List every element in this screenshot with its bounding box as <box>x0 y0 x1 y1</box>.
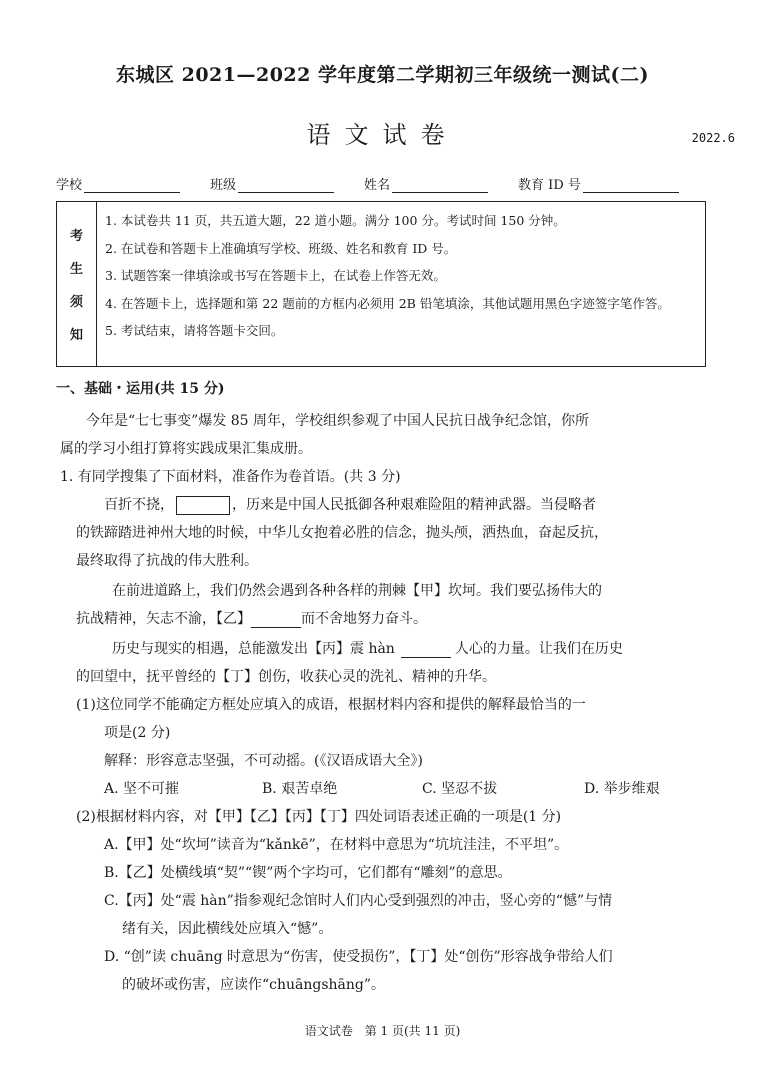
material-3-line-2: 的回望中，抚平曾经的【丁】创伤，收获心灵的洗礼、精神的升华。 <box>76 669 496 685</box>
exam-date: 2022.6 <box>691 131 735 145</box>
option-2-a[interactable]: A.【甲】处“坎坷”读音为“kǎnkē”，在材料中意思为“坑坑洼洼，不平坦”。 <box>104 837 569 853</box>
edu-id-field[interactable]: 教育 ID 号 <box>518 174 679 193</box>
subject-title: 语文试卷 <box>306 121 459 149</box>
material-3-line-1: 历史与现实的相遇，总能激发出【丙】震 hàn 人心的力量。让我们在历史 <box>112 641 623 657</box>
material-2-line-2: 抗战精神，矢志不渝，【乙】 而不舍地努力奋斗。 <box>76 611 427 627</box>
instructions-list <box>105 207 697 345</box>
section-heading: 一、基础・运用(共 15 分) <box>56 381 225 397</box>
class-field[interactable]: 班级 <box>210 174 334 193</box>
option-d[interactable]: D. 举步维艰 <box>584 781 660 797</box>
exam-title: 东城区 2021—2022 学年度第二学期初三年级统一测试(二) <box>116 64 649 86</box>
instruction-item: 2. 在试卷和答题卡上准确填写学校、班级、姓名和教育 ID 号。 <box>105 240 457 256</box>
intro-line-2: 属的学习小组打算将实践成果汇集成册。 <box>60 441 312 457</box>
option-2-d-cont: 的破坏或伤害，应读作“chuāngshāng”。 <box>122 977 386 993</box>
name-field[interactable]: 姓名 <box>364 174 488 193</box>
page-footer: 语文试卷 第 1 页(共 11 页) <box>304 1024 461 1038</box>
material-1-line-3: 最终取得了抗战的伟大胜利。 <box>76 553 258 569</box>
instruction-item: 1. 本试卷共 11 页，共五道大题，22 道小题。满分 100 分。考试时间 150 分钟。 <box>105 213 566 228</box>
sub-question-1-cont: 项是(2 分) <box>104 725 171 741</box>
student-info-row <box>56 174 708 193</box>
exam-instructions-box <box>56 201 706 367</box>
option-a[interactable]: A. 坚不可摧 <box>104 781 180 797</box>
yi-blank[interactable] <box>251 612 301 628</box>
instructions-label: 考 生 须 知 <box>57 202 97 366</box>
instruction-item: 5. 考试结束，请将答题卡交回。 <box>105 323 284 338</box>
instruction-item: 4. 在答题卡上，选择题和第 22 题前的方框内必须用 2B 铅笔填涂，其他试题用黑色字迹签字笔作答。 <box>105 295 670 311</box>
material-2-line-1: 在前进道路上，我们仍然会遇到各种各样的荆棘【甲】坎坷。我们要弘扬伟大的 <box>112 583 602 599</box>
material-1-line-1: 百折不挠， ，历来是中国人民抵御各种艰难险阻的精神武器。当侵略者 <box>104 497 596 513</box>
instruction-item: 3. 试题答案一律填涂或书写在答题卡上，在试卷上作答无效。 <box>105 268 446 283</box>
option-c[interactable]: C. 坚忍不拔 <box>422 781 498 797</box>
idiom-explanation: 解释：形容意志坚强，不可动摇。(《汉语成语大全》) <box>104 753 423 769</box>
option-2-d[interactable]: D. “创”读 chuāng 时意思为“伤害，使受损伤”，【丁】处“创伤”形容战争带给人们 <box>104 949 613 965</box>
material-1-line-2: 的铁蹄踏进神州大地的时候，中华儿女抱着必胜的信念，抛头颅，洒热血，奋起反抗， <box>76 525 608 541</box>
idiom-answer-box[interactable] <box>176 496 230 515</box>
option-2-b[interactable]: B.【乙】处横线填“契”“锲”两个字均可，它们都有“雕刻”的意思。 <box>104 865 512 881</box>
option-2-c-cont: 绪有关，因此横线处应填入“憾”。 <box>122 921 333 937</box>
intro-line-1: 今年是“七七事变”爆发 85 周年，学校组织参观了中国人民抗日战争纪念馆，你所 <box>86 413 590 429</box>
sub-question-1: (1)这位同学不能确定方框处应填入的成语，根据材料内容和提供的解释最恰当的一 <box>76 697 586 713</box>
sub-question-2: (2)根据材料内容，对【甲】【乙】【丙】【丁】四处词语表述正确的一项是(1 分) <box>76 809 562 825</box>
school-field[interactable]: 学校 <box>56 174 180 193</box>
question-1: 1. 有同学搜集了下面材料，准备作为卷首语。(共 3 分) <box>60 469 401 485</box>
bing-blank[interactable] <box>401 642 451 658</box>
option-b[interactable]: B. 艰苦卓绝 <box>262 781 338 797</box>
option-2-c[interactable]: C.【丙】处“震 hàn”指参观纪念馆时人们内心受到强烈的冲击，竖心旁的“憾”与情 <box>104 893 613 909</box>
